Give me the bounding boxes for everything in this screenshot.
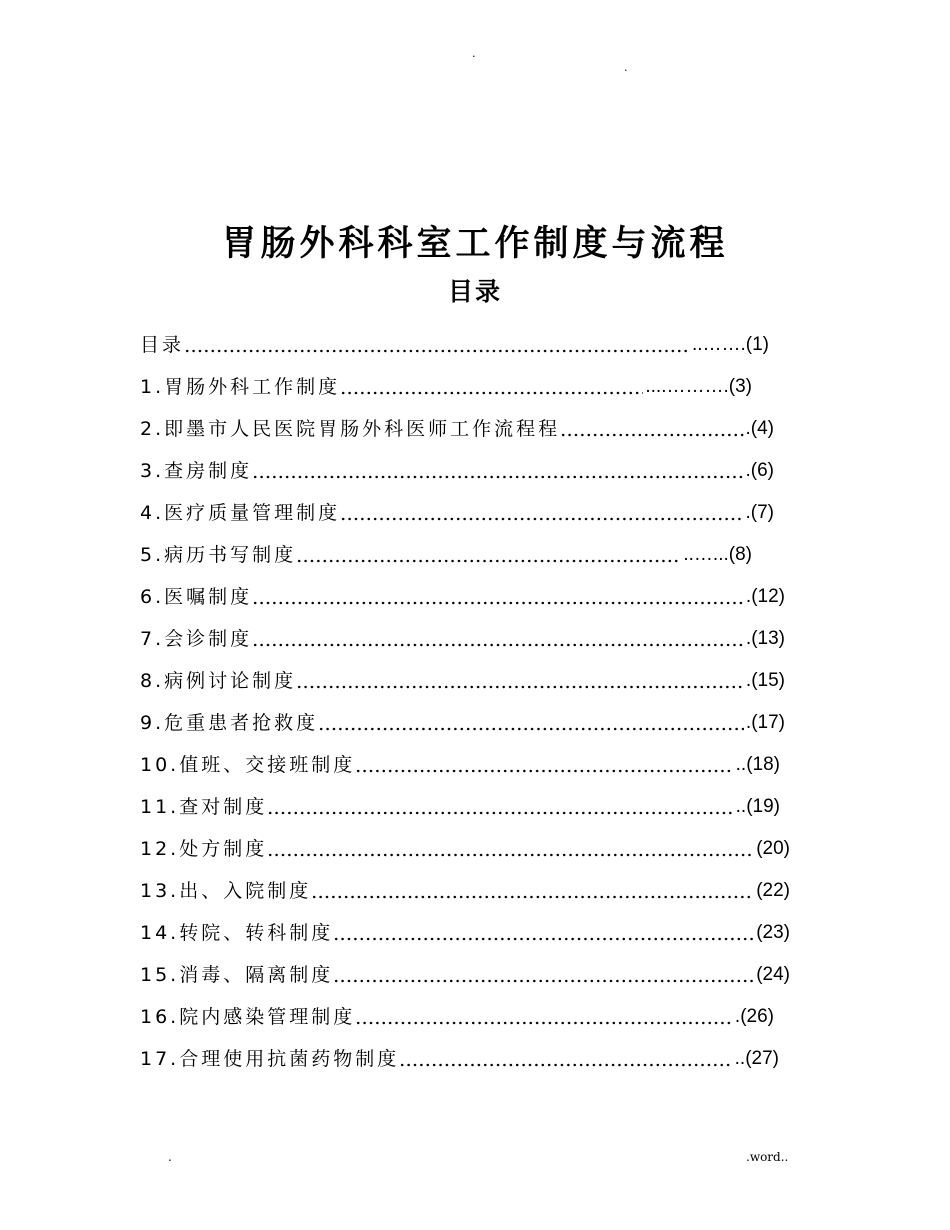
toc-dot-leader: [340, 376, 643, 396]
toc-entry-page-number: (24): [756, 964, 790, 985]
toc-entry-label: 5.病历书写制度: [140, 544, 297, 566]
toc-dot-leader: [318, 712, 744, 732]
toc-dot-leader: [340, 502, 743, 522]
toc-entry[interactable]: [140, 1043, 779, 1071]
toc-dot-leader: [355, 1006, 733, 1026]
toc-entry-label: 17.合理使用抗菌药物制度: [140, 1048, 400, 1070]
toc-entry-label: 2.即墨市人民医院胃肠外科医师工作流程程: [140, 418, 561, 440]
toc-entry-label: 4.医疗质量管理制度: [140, 502, 341, 524]
toc-entry-label: 14.转院、转科制度: [140, 922, 334, 944]
footer-word: .word..: [746, 1150, 789, 1164]
toc-dot-leader: [311, 880, 754, 900]
toc-heading: 目录: [447, 277, 502, 306]
toc-dot-leader: [399, 1048, 732, 1068]
toc-entry[interactable]: [140, 455, 774, 483]
toc-entry-label: 11.查对制度: [140, 796, 268, 818]
toc-entry-page-number: .(4): [745, 418, 774, 439]
toc-entry[interactable]: [140, 1001, 774, 1029]
toc-dot-leader: [267, 838, 754, 858]
toc-entry-page-number: (20): [756, 838, 790, 859]
toc-dot-leader: [296, 544, 681, 564]
toc-entry[interactable]: [140, 707, 785, 735]
toc-entry-page-number: .(7): [745, 502, 774, 523]
toc-dot-leader: [184, 334, 690, 354]
toc-dot-leader: [560, 418, 743, 438]
toc-entry-page-number: .(12): [745, 586, 785, 607]
toc-entry-label: 16.院内感染管理制度: [140, 1006, 356, 1028]
toc-dot-leader: [252, 460, 743, 480]
toc-dot-leader: [252, 586, 744, 606]
toc-entry-page-number: ..(18): [735, 754, 780, 775]
toc-dot-leader: [333, 922, 754, 942]
toc-entry[interactable]: [140, 665, 785, 693]
document-title: 胃肠外科科室工作制度与流程: [221, 224, 729, 264]
toc-entry-page-number: .(26): [734, 1006, 774, 1027]
toc-entry-page-number: .(13): [745, 628, 785, 649]
toc-dot-leader: [333, 964, 754, 984]
toc-dot-leader: [252, 628, 744, 648]
toc-entry[interactable]: [140, 623, 785, 651]
toc-entry[interactable]: [140, 833, 790, 861]
toc-entry-label: 7.会诊制度: [140, 628, 253, 650]
toc-entry-label: 8.病例讨论制度: [140, 670, 297, 692]
toc-entry[interactable]: [140, 749, 780, 777]
header-dot-left: .: [472, 47, 476, 60]
toc-entry-label: 9.危重患者抢救度: [140, 712, 319, 734]
toc-entry-label: 6.医嘱制度: [140, 586, 253, 608]
toc-dot-leader: [355, 754, 733, 774]
toc-entry-label: 1.胃肠外科工作制度: [140, 376, 341, 398]
toc-entry[interactable]: [140, 581, 785, 609]
toc-entry-page-number: .(6): [745, 460, 774, 481]
toc-entry-page-number: (23): [756, 922, 790, 943]
footer-dot: .: [168, 1150, 172, 1164]
toc-entry[interactable]: [140, 413, 774, 441]
toc-entry[interactable]: [140, 917, 790, 945]
toc-entry[interactable]: [140, 539, 752, 567]
toc-entry-page-number: ....……….(3): [645, 376, 752, 397]
toc-entry-label: 目录: [140, 334, 185, 356]
toc-entry[interactable]: [140, 875, 790, 903]
toc-entry[interactable]: [140, 497, 774, 525]
toc-entry-label: 15.消毒、隔离制度: [140, 964, 334, 986]
toc-entry-label: 10.值班、交接班制度: [140, 754, 356, 776]
toc-entry-label: 12.处方制度: [140, 838, 268, 860]
toc-entry[interactable]: [140, 329, 769, 357]
toc-dot-leader: [296, 670, 744, 690]
toc-entry[interactable]: [140, 371, 752, 399]
toc-entry-label: 13.出、入院制度: [140, 880, 312, 902]
header-dot-right: .: [624, 61, 628, 74]
toc-entry-page-number: ..(19): [735, 796, 780, 817]
toc-dot-leader: [267, 796, 733, 816]
toc-entry-page-number: ..…...(8): [683, 544, 752, 565]
toc-entry-label: 3.查房制度: [140, 460, 253, 482]
toc-entry[interactable]: [140, 959, 790, 987]
toc-entry[interactable]: [140, 791, 780, 819]
toc-entry-page-number: ..…….(1): [691, 334, 769, 355]
toc-entry-page-number: ..(27): [734, 1048, 779, 1069]
toc-entry-page-number: (22): [756, 880, 790, 901]
toc-entry-page-number: .(17): [745, 712, 785, 733]
toc-entry-page-number: .(15): [745, 670, 785, 691]
